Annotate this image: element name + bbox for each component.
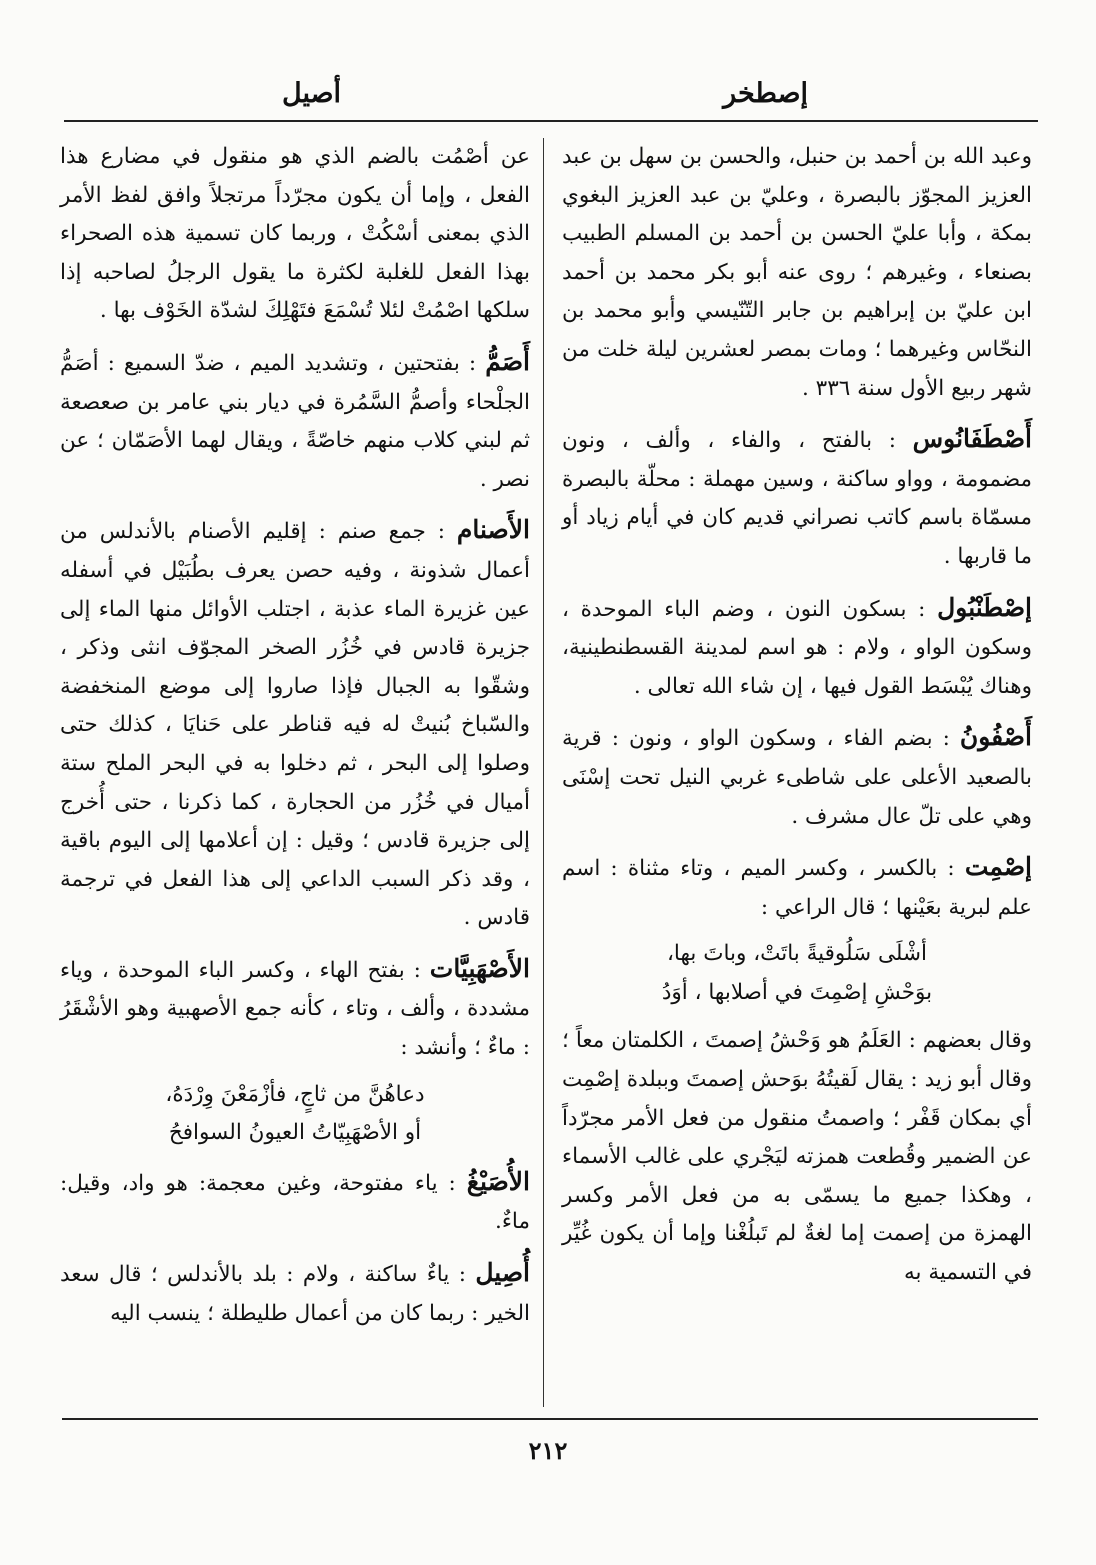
verse xyxy=(60,1076,530,1153)
verse-line: أشْلَى سَلُوقيةً باتَتْ، وباتَ بها، xyxy=(666,941,927,967)
page-number: ٢١٢ xyxy=(528,1436,568,1465)
column-divider xyxy=(543,138,544,1407)
entry-text: عن أصْمُت بالضم الذي هو منقول في مضارع هذا الفعل ، وإما أن يكون مجرّداً مرتجلاً وافق لفظ الأمر الذي بمعنى أسْكُتْ ، وربما كان تسمية هذه الصحراء بهذا الفعل للغلبة لكثرة ما يقول الرجلُ لصاحبه إذا سلكها اصْمُتْ لئلا تُسْمَعَ فتَهْلِكَ لشدّة الخَوْف بها . xyxy=(60,144,530,324)
entry-headword: الأُصَيْغُ xyxy=(466,1166,530,1196)
dictionary-entry xyxy=(60,950,530,1068)
dictionary-entry xyxy=(562,589,1032,707)
entry-text: : بفتح الهاء ، وكسر الباء الموحدة ، وياء مشددة ، وألف ، وتاء ، كأنه جمع الأصهبية وهو الأشْقَرُ : ماءٌ ؛ وأنشد : xyxy=(60,957,530,1061)
entry-text: : ياء مفتوحة، وغين معجمة: هو واد، وقيل: ماءٌ. xyxy=(60,1170,530,1235)
dictionary-entry xyxy=(60,343,530,499)
entry-text: : ياءٌ ساكنة ، ولام : بلد بالأندلس ؛ قال سعد الخير : ربما كان من أعمال طليطلة ؛ ينسب اليه xyxy=(60,1262,530,1326)
entry-text: : بسكون النون ، وضم الباء الموحدة ، وسكون الواو ، ولام : هو اسم لمدينة القسطنطينية، وهناك يُبْسَط القول فيها ، إن شاء الله تعالى . xyxy=(562,596,1032,699)
top-rule xyxy=(64,120,1038,122)
right-column xyxy=(562,138,1032,1293)
entry-headword: إصْطَنْبُول xyxy=(937,592,1032,622)
running-head-right: إصطخر xyxy=(723,78,808,109)
left-column xyxy=(60,138,530,1333)
entry-headword: الأَصنام xyxy=(456,515,530,545)
entry-text: : بالفتح ، والفاء ، وألف ، ونون مضمومة ، وواو ساكنة ، وسين مهملة : محلّة بالبصرة مسمّاة باسم كاتب نصراني قديم كان في أيام زياد أو ما قاربها . xyxy=(562,428,1032,569)
dictionary-entry xyxy=(60,1163,530,1242)
verse xyxy=(562,935,1032,1012)
dictionary-entry xyxy=(562,848,1032,927)
entry-text: : بالكسر ، وكسر الميم ، وتاء مثناة : اسم علم لبرية بعَيْنها ؛ قال الراعي : xyxy=(562,856,1032,920)
entry-text: وعبد الله بن أحمد بن حنبل، والحسن بن سهل بن عبد العزيز المجوّز بالبصرة ، وعليّ بن عبد العزيز البغوي بمكة ، وأبا عليّ الحسن بن أحمد بن المسلم الطبيب بصنعاء ، وغيرهم ؛ روى عنه أبو بكر محمد بن أحمد ابن عليّ بن إبراهيم بن جابر التّنّيسي وأبو محمد بن النحّاس وغيرهما ؛ ومات بمصر لعشرين ليلة خلت من شهر ربيع الأول سنة ٣٣٦ . xyxy=(562,144,1032,401)
entry-headword: أَصَمُّ xyxy=(485,346,530,376)
entry-text: : بضم الفاء ، وسكون الواو ، ونون : قرية بالصعيد الأعلى على شاطىء غربي النيل تحت إسْنَى وهي على تلّ عال مشرف . xyxy=(562,726,1032,829)
running-head-left: أصيل xyxy=(282,78,342,109)
entry-headword: إصْمِت xyxy=(964,852,1032,882)
dictionary-entry xyxy=(60,1254,530,1333)
verse-line: بوَحْشِ إصْمِتَ في أصلابها ، أوَدُ xyxy=(661,979,933,1005)
dictionary-entry xyxy=(60,511,530,938)
running-head xyxy=(60,78,1036,114)
dictionary-entry xyxy=(562,718,1032,836)
entry-text: : جمع صنم : إقليم الأصنام بالأندلس من أعمال شذونة ، وفيه حصن يعرف بطُبَيْل في أسفله عين غزيرة الماء عذبة ، اجتلب الأوائل منها الماء إلى جزيرة قادس في خُزُر الصخر المجوّف انثى وذكر ، وشقّوا به الجبال فإذا صاروا إلى موضع المنخفضة والسّباخ بُنيتْ له فيه قناطر على حَنايَا ، كذلك حتى وصلوا إلى البحر ، ثم دخلوا به في البحر الملح ستة أميال في خُزُر من الحجارة ، كما ذكرنا ، حتى أُخرج إلى جزيرة قادس ؛ وقيل : إن أعلامها إلى اليوم باقية ، وقد ذكر السبب الداعي إلى هذا الفعل في ترجمة قادس . xyxy=(60,519,530,931)
entry-headword: أَصْفُونُ xyxy=(959,722,1032,752)
entry-headword: الأَصْهَبِيَّات xyxy=(429,953,530,983)
entry-headword: أُصِيل xyxy=(475,1258,530,1288)
bottom-rule xyxy=(62,1418,1038,1420)
dictionary-entry xyxy=(562,420,1032,576)
verse-line: دعاهُنَّ من ثاجٍ، فأزْمَعْنَ وِرْدَهُ، xyxy=(165,1081,425,1107)
entry-text: : بفتحتين ، وتشديد الميم ، ضدّ السميع : أصَمُّ الجلْحاء وأصمُّ السَّمُرة في ديار بني عامر بن صعصعة ثم لبني كلاب منهم خاصّةً ، ويقال لهما الأصَمّان ؛ عن نصر . xyxy=(60,350,530,492)
entry-text: وقال بعضهم : العَلَمُ هو وَحْشُ إصمتَ ، الكلمتان معاً ؛ وقال أبو زيد : يقال لَقيتُهُ بوَحش إصمتَ وببلدة إصْمِت أي بمكان قَفْر ؛ واصمتُ منقول من فعل الأمر مجرّداً عن الضمير وقُطعت همزته ليَجْري على غالب الأسماء ، وهكذا جميع ما يسمّى به من فعل الأمر وكسر الهمزة من إصمت إما لغةٌ لم تَبلُغْنا وإما أن يكون غُيِّر في التسمية به xyxy=(562,1028,1032,1286)
entry-headword: أَصْطَفَانُوس xyxy=(912,424,1032,454)
verse-line: أو الأصْهَبِيّاتُ العيونُ السوافحُ xyxy=(168,1120,422,1146)
